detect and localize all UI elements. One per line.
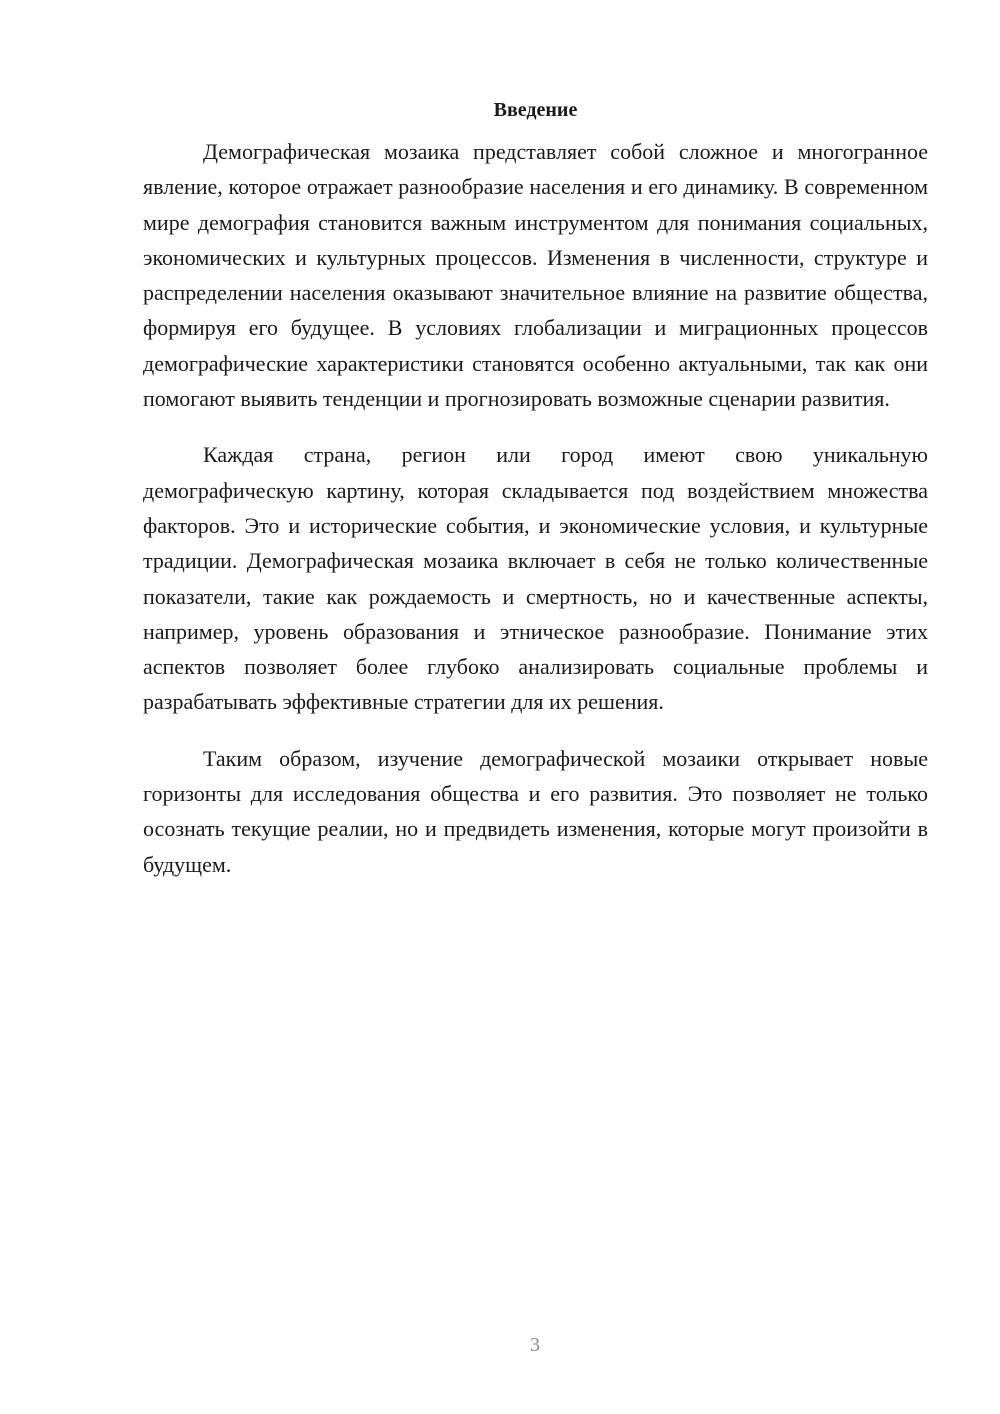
paragraph-3: Таким образом, изучение демографической мозаики открывает новые горизонты для исследования общества и его развития. Это позволяет не только осознать текущие реалии, но и предвидеть изменения, которые могут произойти в будущем. xyxy=(143,745,928,877)
page-number: 3 xyxy=(530,1334,540,1356)
page-content xyxy=(143,96,928,903)
paragraph-1: Демографическая мозаика представляет собой сложное и многогранное явление, которое отражает разнообразие населения и его динамику. В современном мире демография становится важным инструментом для понимания социальных, экономических и культурных процессов. Изменения в численности, структуре и распределении населения оказывают значительное влияние на развитие общества, формируя его будущее. В условиях глобализации и миграционных процессов демографические характеристики становятся особенно актуальными, так как они помогают выявить тенденции и прогнозировать возможные сценарии развития. xyxy=(143,139,928,412)
paragraph-2: Каждая страна, регион или город имеют свою уникальную демографическую картину, которая складывается под воздействием множества факторов. Это и исторические события, и экономические условия, и культурные традиции. Демографическая мозаика включает в себя не только количественные показатели, такие как рождаемость и смертность, но и качественные аспекты, например, уровень образования и этническое разнообразие. Понимание этих аспектов позволяет более глубоко анализировать социальные проблемы и разрабатывать эффективные стратегии для их решения. xyxy=(143,442,928,715)
section-heading: Введение xyxy=(493,99,578,121)
